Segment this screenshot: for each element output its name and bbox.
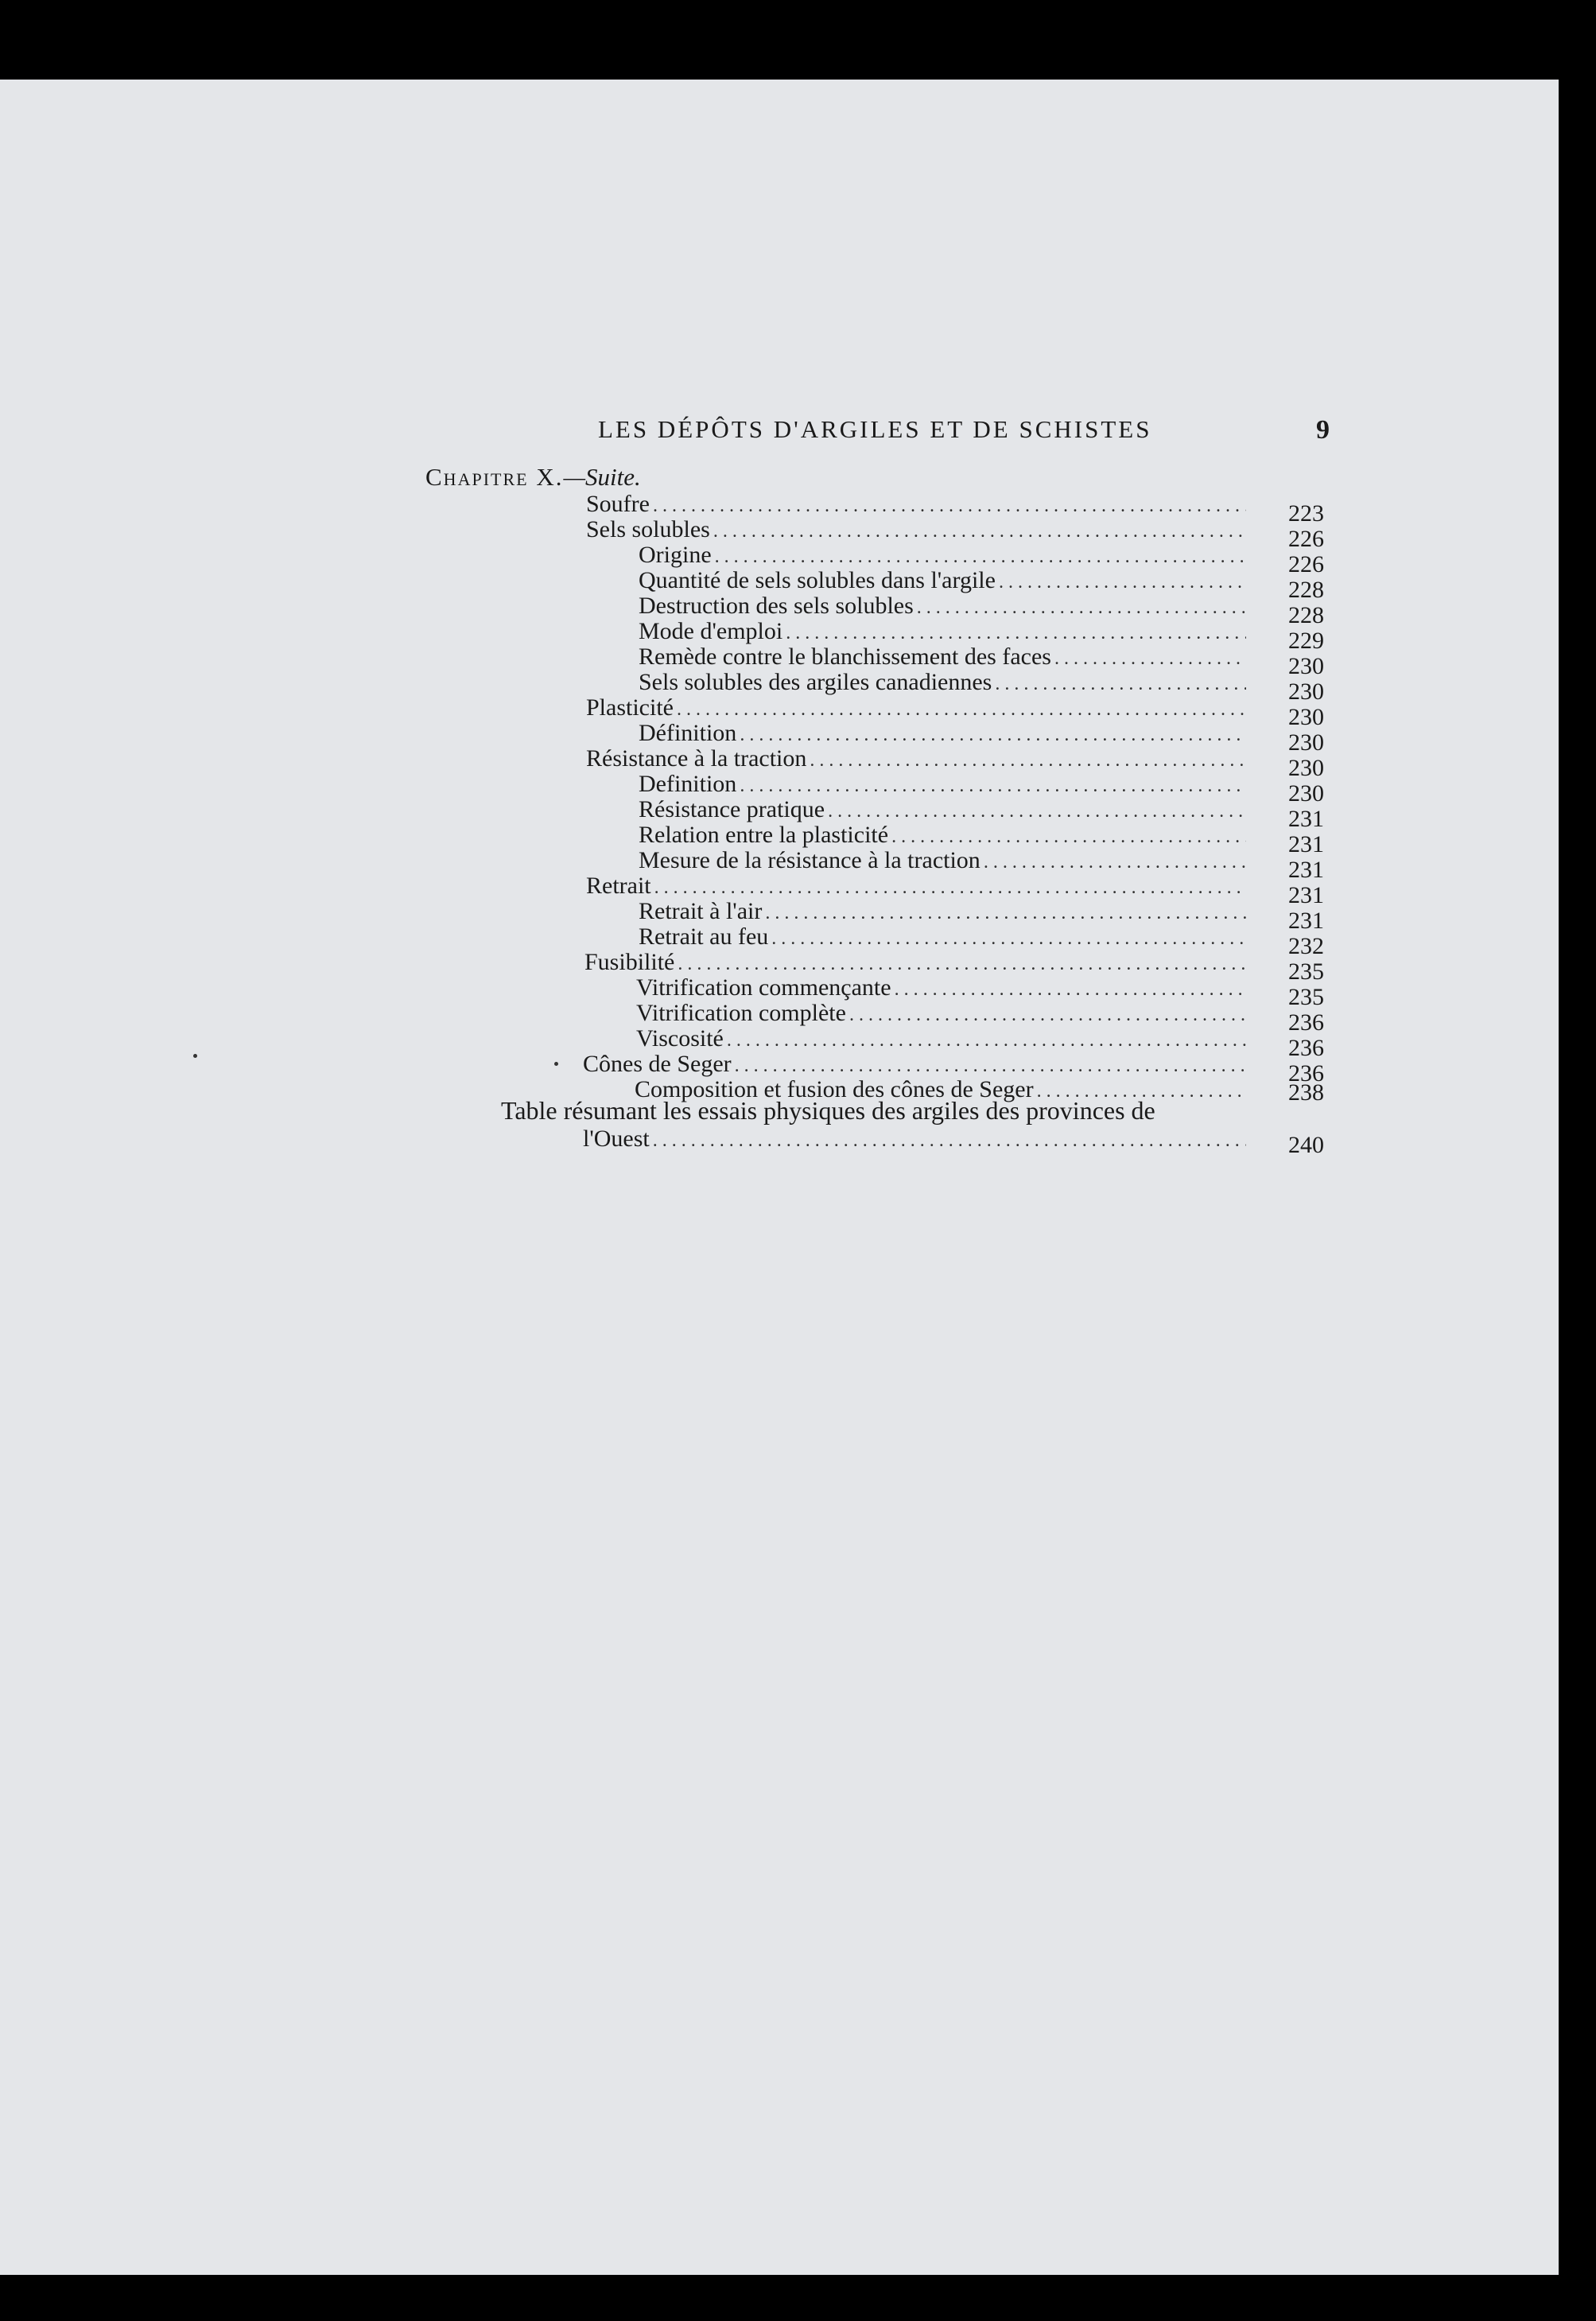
toc-entry <box>586 517 1246 542</box>
document-page <box>0 80 1559 2275</box>
toc-entry-text: Soufre <box>586 491 650 517</box>
toc-entry <box>639 899 1246 924</box>
toc-entry-text: Retrait au feu <box>639 923 769 950</box>
toc-leader <box>715 544 1246 570</box>
toc-entry-text: Plasticité <box>586 694 674 721</box>
toc-leader <box>917 595 1246 620</box>
toc-leader <box>771 926 1246 951</box>
toc-entry <box>639 568 1246 593</box>
toc-entry <box>586 695 1246 721</box>
toc-entry-text: Retrait <box>586 873 651 899</box>
toc-leader <box>713 519 1246 544</box>
toc-entry-page: 228 <box>1288 602 1324 628</box>
toc-leader <box>735 1053 1246 1079</box>
toc-entry-page: 229 <box>1288 628 1324 654</box>
toc-entry-text: Résistance pratique <box>639 796 825 822</box>
toc-leader <box>727 1028 1246 1053</box>
toc-leader <box>895 977 1246 1002</box>
toc-leader <box>740 722 1246 748</box>
toc-entry-page: 230 <box>1288 755 1324 781</box>
chapter-suite: —Suite. <box>563 463 641 491</box>
toc-entry-text: Mesure de la résistance à la traction <box>639 847 981 873</box>
toc-entry <box>639 822 1246 848</box>
toc-entry-page: 231 <box>1288 908 1324 934</box>
toc-leader <box>984 849 1246 875</box>
toc-entry-page: 235 <box>1288 984 1324 1010</box>
chapter-heading <box>425 463 641 492</box>
toc-leader <box>740 773 1246 799</box>
toc-entry <box>586 873 1246 899</box>
toc-entry-page: 228 <box>1288 577 1324 603</box>
toc-entry <box>636 975 1246 1001</box>
toc-leader <box>810 748 1246 773</box>
toc-entry-page: 226 <box>1288 526 1324 552</box>
toc-leader <box>849 1002 1246 1028</box>
toc-entry <box>636 1026 1246 1052</box>
toc-entry <box>639 619 1246 644</box>
toc-entry <box>583 1052 1246 1077</box>
toc-entry <box>586 492 1246 517</box>
toc-entry-text: Retrait à l'air <box>639 898 763 924</box>
toc-entry-text: Sels solubles <box>586 516 710 542</box>
toc-entry-text: Fusibilité <box>584 949 675 975</box>
toc-leader <box>891 824 1246 849</box>
toc-entry <box>639 772 1246 797</box>
toc-entry-page: 235 <box>1288 958 1324 985</box>
scan-speck <box>193 1054 197 1058</box>
toc-entry-page: 230 <box>1288 729 1324 756</box>
scan-speck <box>554 1062 558 1066</box>
toc-entry-page: 238 <box>1288 1079 1324 1106</box>
toc-leader <box>828 799 1246 824</box>
toc-leader <box>786 620 1246 646</box>
toc-entry-page: 230 <box>1288 653 1324 679</box>
toc-entry-text: Destruction des sels solubles <box>639 593 914 619</box>
toc-final-entry <box>583 1126 1246 1152</box>
toc-entry-page: 230 <box>1288 780 1324 807</box>
toc-entry <box>639 924 1246 950</box>
toc-entry-text: Quantité de sels solubles dans l'argile <box>639 567 996 593</box>
toc-entry <box>639 670 1246 695</box>
toc-entry-text: Origine <box>639 542 712 568</box>
toc-entry <box>586 746 1246 772</box>
toc-entry-page: 232 <box>1288 933 1324 959</box>
toc-entry-page: 236 <box>1288 1009 1324 1036</box>
running-title: LES DÉPÔTS D'ARGILES ET DE SCHISTES <box>598 415 1152 443</box>
toc-leader <box>653 493 1246 519</box>
toc-entry-text: Vitrification complète <box>636 1000 846 1026</box>
toc-entry-text: Remède contre le blanchissement des faces <box>639 643 1051 670</box>
toc-leader <box>1054 646 1246 671</box>
toc-entry-text: Cônes de Seger <box>583 1051 732 1077</box>
toc-leader <box>654 875 1246 900</box>
toc-entry-text: Définition <box>639 720 737 746</box>
toc-leader <box>999 570 1246 595</box>
toc-leader <box>677 697 1246 722</box>
toc-entry-page: 236 <box>1288 1035 1324 1061</box>
toc-entry-page: 231 <box>1288 806 1324 832</box>
toc-entry-page: 226 <box>1288 551 1324 577</box>
toc-entry-text: Mode d'emploi <box>639 618 783 644</box>
toc-entry <box>636 1001 1246 1026</box>
toc-entry-text: Sels solubles des argiles canadiennes <box>639 669 992 695</box>
toc-entry-text: Viscosité <box>636 1025 724 1052</box>
toc-entry-page: 240 <box>1288 1132 1324 1158</box>
toc-entry-page: 231 <box>1288 831 1324 857</box>
toc-entry-text: Definition <box>639 771 737 797</box>
toc-entry-text: l'Ouest <box>583 1126 650 1152</box>
toc-entry <box>639 593 1246 619</box>
toc-leader <box>995 671 1246 697</box>
running-head <box>598 415 1330 455</box>
toc-leader <box>678 951 1246 977</box>
toc-entry <box>639 542 1246 568</box>
toc-leader <box>765 900 1246 926</box>
toc-entry-page: 230 <box>1288 704 1324 730</box>
toc-entry-page: 231 <box>1288 882 1324 908</box>
toc-entry <box>639 644 1246 670</box>
toc-entry <box>639 797 1246 822</box>
toc-entry-page: 236 <box>1288 1060 1324 1087</box>
toc-entry-page: 223 <box>1288 500 1324 527</box>
toc-entry-text: Composition et fusion des cônes de Seger <box>635 1076 1034 1102</box>
toc-final-entry-line1: Table résumant les essais physiques des argiles des provinces de <box>501 1096 1155 1125</box>
toc-entry-text: Vitrification commençante <box>636 974 891 1001</box>
toc-entry-page: 230 <box>1288 678 1324 705</box>
toc-entry-page: 231 <box>1288 857 1324 883</box>
toc-entry-text: Résistance à la traction <box>586 745 807 772</box>
toc-entry <box>639 721 1246 746</box>
toc-entry <box>584 950 1246 975</box>
page-number: 9 <box>1316 415 1330 445</box>
toc-entry-text: Relation entre la plasticité <box>639 822 889 848</box>
chapter-label: Chapitre X. <box>425 463 564 491</box>
toc-leader <box>653 1128 1246 1153</box>
toc-entry <box>639 848 1246 873</box>
